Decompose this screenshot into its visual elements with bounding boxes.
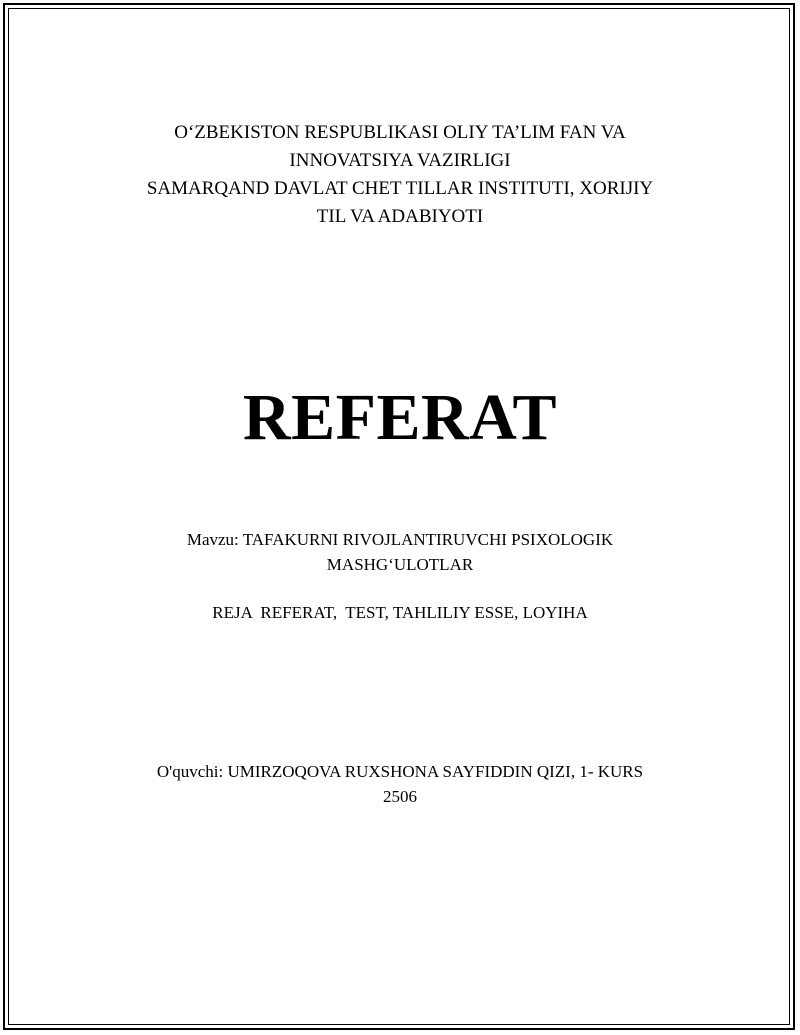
header-line: TIL VA ADABIYOTI: [316, 206, 484, 227]
student-name-line: O'quvchi: UMIRZOQOVA RUXSHONA SAYFIDDIN QIZI, 1- KURS: [156, 762, 644, 781]
header-line: INNOVATSIYA VAZIRLIGI: [289, 150, 511, 171]
topic-section: [0, 527, 800, 577]
institution-header: [0, 119, 800, 231]
header-line: O‘ZBEKISTON RESPUBLIKASI OLIY TA’LIM FAN VA: [174, 122, 626, 143]
student-group-line: 2506: [383, 787, 417, 806]
plan-line: REJA REFERAT, TEST, TAHLILIY ESSE, LOYIHA: [212, 603, 588, 622]
student-section: [0, 759, 800, 809]
topic-line: MASHG‘ULOTLAR: [326, 555, 474, 574]
document-title: REFERAT: [243, 381, 557, 454]
topic-line: Mavzu: TAFAKURNI RIVOJLANTIRUVCHI PSIXOLOGIK: [186, 530, 614, 549]
header-line: SAMARQAND DAVLAT CHET TILLAR INSTITUTI, XORIJIY: [146, 178, 654, 199]
